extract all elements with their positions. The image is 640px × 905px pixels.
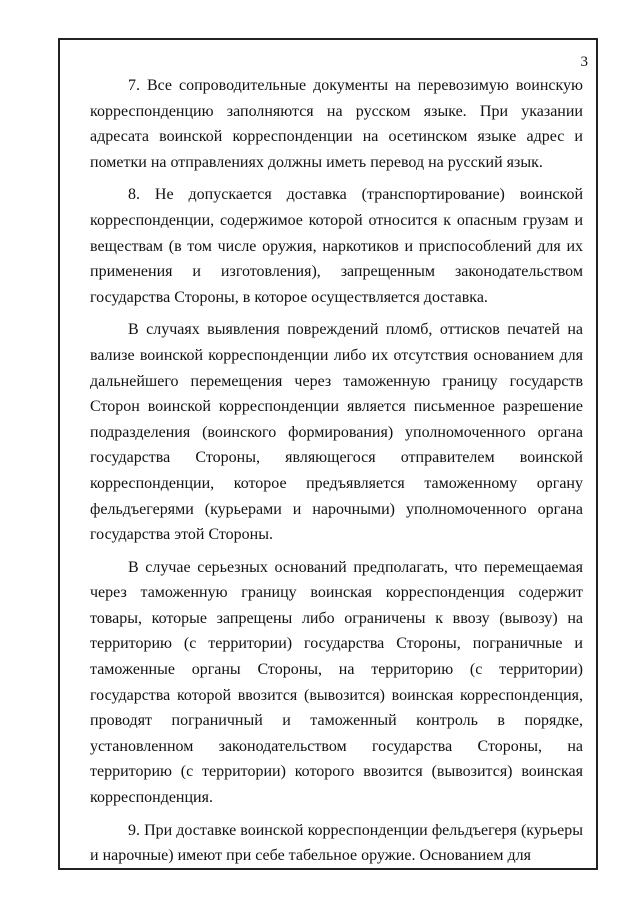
page-number: 3 (580, 54, 588, 70)
paragraph-item-7: 7. Все сопроводительные документы на перевозимую воинскую корреспонденцию заполняются на русском языке. При указании адресата воинской корреспонденции на осетинском языке адрес и пометки на отправлениях должны иметь перевод на русский язык. (90, 77, 583, 171)
paragraph-seal-damage: В случаях выявления повреждений пломб, оттисков печатей на вализе воинской корреспонденции либо их отсутствия основанием для дальнейшего перемещения через таможенную границу государств Сторон воинской корреспонденции является письменное разрешение подразделения (воинского формирования) уполномоченного органа государства Стороны, являющегося отправителем воинской корреспонденции, которое предъявляется таможенному органу фельдъегерями (курьерами и нарочными) уполномоченного органа государства этой Стороны. (90, 321, 583, 544)
paragraph-serious-grounds: В случае серьезных оснований предполагать, что перемещаемая через таможенную границу воинская корреспонденция содержит товары, которые запрещены либо ограничены к ввозу (вывозу) на территорию (с территории) государства Стороны, пограничные и таможенные органы Стороны, на территорию (с территории) государства которой ввозится (вывозится) воинская корреспонденция, проводят пограничный и таможенный контроль в порядке, установленном законодательством государства Стороны, на территорию (с территории) которого ввозится (вывозится) воинская корреспонденция. (90, 558, 583, 807)
document-body (90, 73, 583, 876)
paragraph-item-8: 8. Не допускается доставка (транспортирование) воинской корреспонденции, содержимое которой относится к опасным грузам и веществам (в том числе оружия, наркотиков и приспособлений для их применения и изготовления), запрещенным законодательством государства Стороны, в которое осуществляется доставка. (90, 186, 583, 306)
paragraph-item-9: 9. При доставке воинской корреспонденции фельдъегеря (курьеры и нарочные) имеют при себе табельное оружие. Основанием для (90, 821, 583, 865)
